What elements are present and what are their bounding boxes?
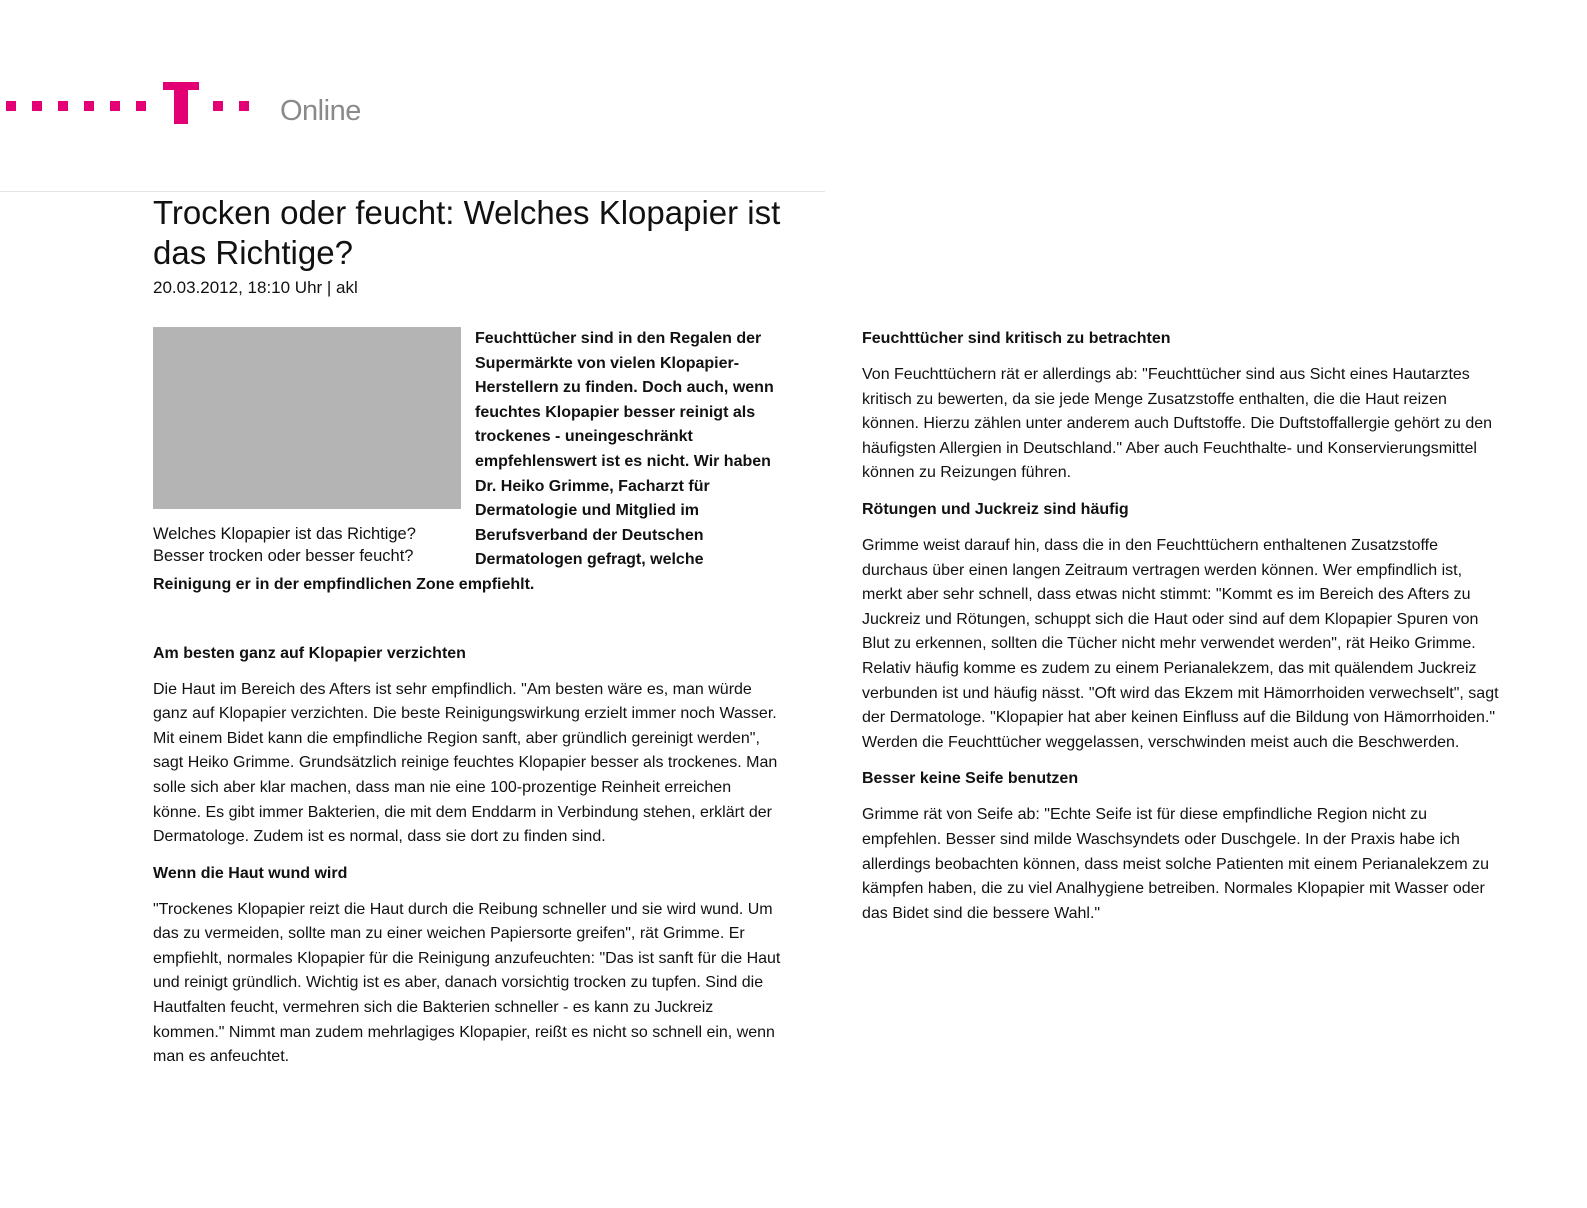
article-lead: Feuchttücher sind in den Regalen der Supermärkte von vielen Klopapier-Herstellern zu finden. Doch auch, wenn feuchtes Klopapier besser reinigt als trockenes - uneingeschränkt empfehlenswert ist es nicht. Wir haben Dr. Heiko Grimme, Facharzt für Dermatologie und Mitglied im Berufsverband der Deutschen Dermatologen gefragt, welche Reinigung er in der empfindlichen Zone empfiehlt.	[153, 330, 774, 593]
logo-dot	[6, 101, 16, 111]
logo-dot	[58, 101, 68, 111]
section-heading: Besser keine Seife benutzen	[862, 770, 1079, 788]
article-dateline: 20.03.2012, 18:10 Uhr | akl	[153, 278, 358, 297]
article-figure	[153, 327, 461, 567]
article-image-placeholder[interactable]	[153, 327, 461, 509]
section-heading: Rötungen und Juckreiz sind häufig	[862, 500, 1129, 518]
section-text: Grimme weist darauf hin, dass die in den Feuchttüchern enthaltenen Zusatzstoffe durchaus über einen langen Zeitraum vertragen werden können. Wer empfindlich ist, merkt aber sehr schnell, dass etwas nicht stimmt: "Kommt es im Bereich des Afters zu Juckreiz und Rötungen, schuppt sich die Haut oder sind auf dem Klopapier Spuren von Blut zu erkennen, sollten die Tücher nicht mehr verwendet werden", rät Heiko Grimme. Relativ häufig komme es zudem zu einem Perianalekzem, das mit quälendem Juckreiz verbunden ist und häufig nässt. "Oft wird das Ekzem mit Hämorrhoiden verwechselt", sagt der Dermatologe. "Klopapier hat aber keinen Einfluss auf die Bildung von Hämorrhoiden." Werden die Feuchttücher weggelassen, verschwinden meist auch die Beschwerden.	[862, 536, 1499, 751]
article-title: Trocken oder feucht: Welches Klopapier ist das Richtige?	[153, 194, 781, 271]
section-text: Grimme rät von Seife ab: "Echte Seife ist für diese empfindliche Region nicht zu empfehlen. Besser sind milde Waschsyndets oder Duschgele. In der Praxis habe ich allerdings beobachten können, dass meist solche Patienten mit einem Perianalekzem zu kämpfen haben, die zu viel Analhygiene betreiben. Normales Klopapier mit Wasser oder das Bidet sind die bessere Wahl."	[862, 806, 1490, 922]
section-text: Von Feuchttüchern rät er allerdings ab: "Feuchttücher sind aus Sicht eines Hautarztes kritisch zu bewerten, da sie jede Menge Zusatzstoffe enthalten, die die Haut reizen können. Hierzu zählen unter anderem auch Duftstoffe. Die Duftstoffallergie gehört zu den häufigsten Allergien in Deutschland." Aber auch Feuchthalte- und Konservierungsmittel können zu Reizungen führen.	[862, 366, 1493, 482]
section-text: Die Haut im Bereich des Afters ist sehr empfindlich. "Am besten wäre es, man würde ganz auf Klopapier verzichten. Die beste Reinigungswirkung erzielt immer noch Wasser. Mit einem Bidet kann die empfindliche Region sanft, aber gründlich gereinigt werden", sagt Heiko Grimme. Grundsätzlich reinige feuchtes Klopapier besser als trockenes. Man solle sich aber klar machen, dass man nie eine 100-prozentige Reinheit erreichen könne. Es gibt immer Bakterien, die mit dem Enddarm in Verbindung stehen, erklärt der Dermatologe. Zudem ist es normal, dass sie dort zu finden sind.	[153, 680, 778, 846]
section-heading: Feuchttücher sind kritisch zu betrachten	[862, 330, 1171, 347]
logo-dot	[84, 101, 94, 111]
logo-dot	[110, 101, 120, 111]
t-online-logo[interactable]	[0, 70, 400, 140]
logo-dot	[239, 101, 249, 111]
section-text: "Trockenes Klopapier reizt die Haut durch die Reibung schneller und sie wird wund. Um das zu vermeiden, sollte man zu einer weichen Papiersorte greifen", rät Grimme. Er empfiehlt, normales Klopapier für die Reinigung anzufeuchten: "Das ist sanft für die Haut und reinigt gründlich. Wichtig ist es aber, danach vorsichtig trocken zu tupfen. Sind die Hautfalten feucht, vermehren sich die Bakterien schneller - es kann zu Juckreiz kommen." Nimmt man zudem mehrlagiges Klopapier, reißt es nicht so schnell ein, wenn man es anfeuchtet.	[153, 900, 781, 1066]
logo-dot	[213, 101, 223, 111]
logo-t-icon	[174, 82, 188, 124]
logo-dot	[32, 101, 42, 111]
image-caption: Welches Klopapier ist das Richtige? Besser trocken oder besser feucht?	[153, 525, 416, 565]
article-right-column	[862, 327, 1502, 938]
header-divider	[0, 191, 825, 192]
logo-text: Online	[280, 95, 361, 127]
section-heading: Am besten ganz auf Klopapier verzichten	[153, 644, 466, 662]
article-left-column	[153, 327, 783, 1082]
section-heading: Wenn die Haut wund wird	[153, 864, 348, 882]
logo-dot	[136, 101, 146, 111]
